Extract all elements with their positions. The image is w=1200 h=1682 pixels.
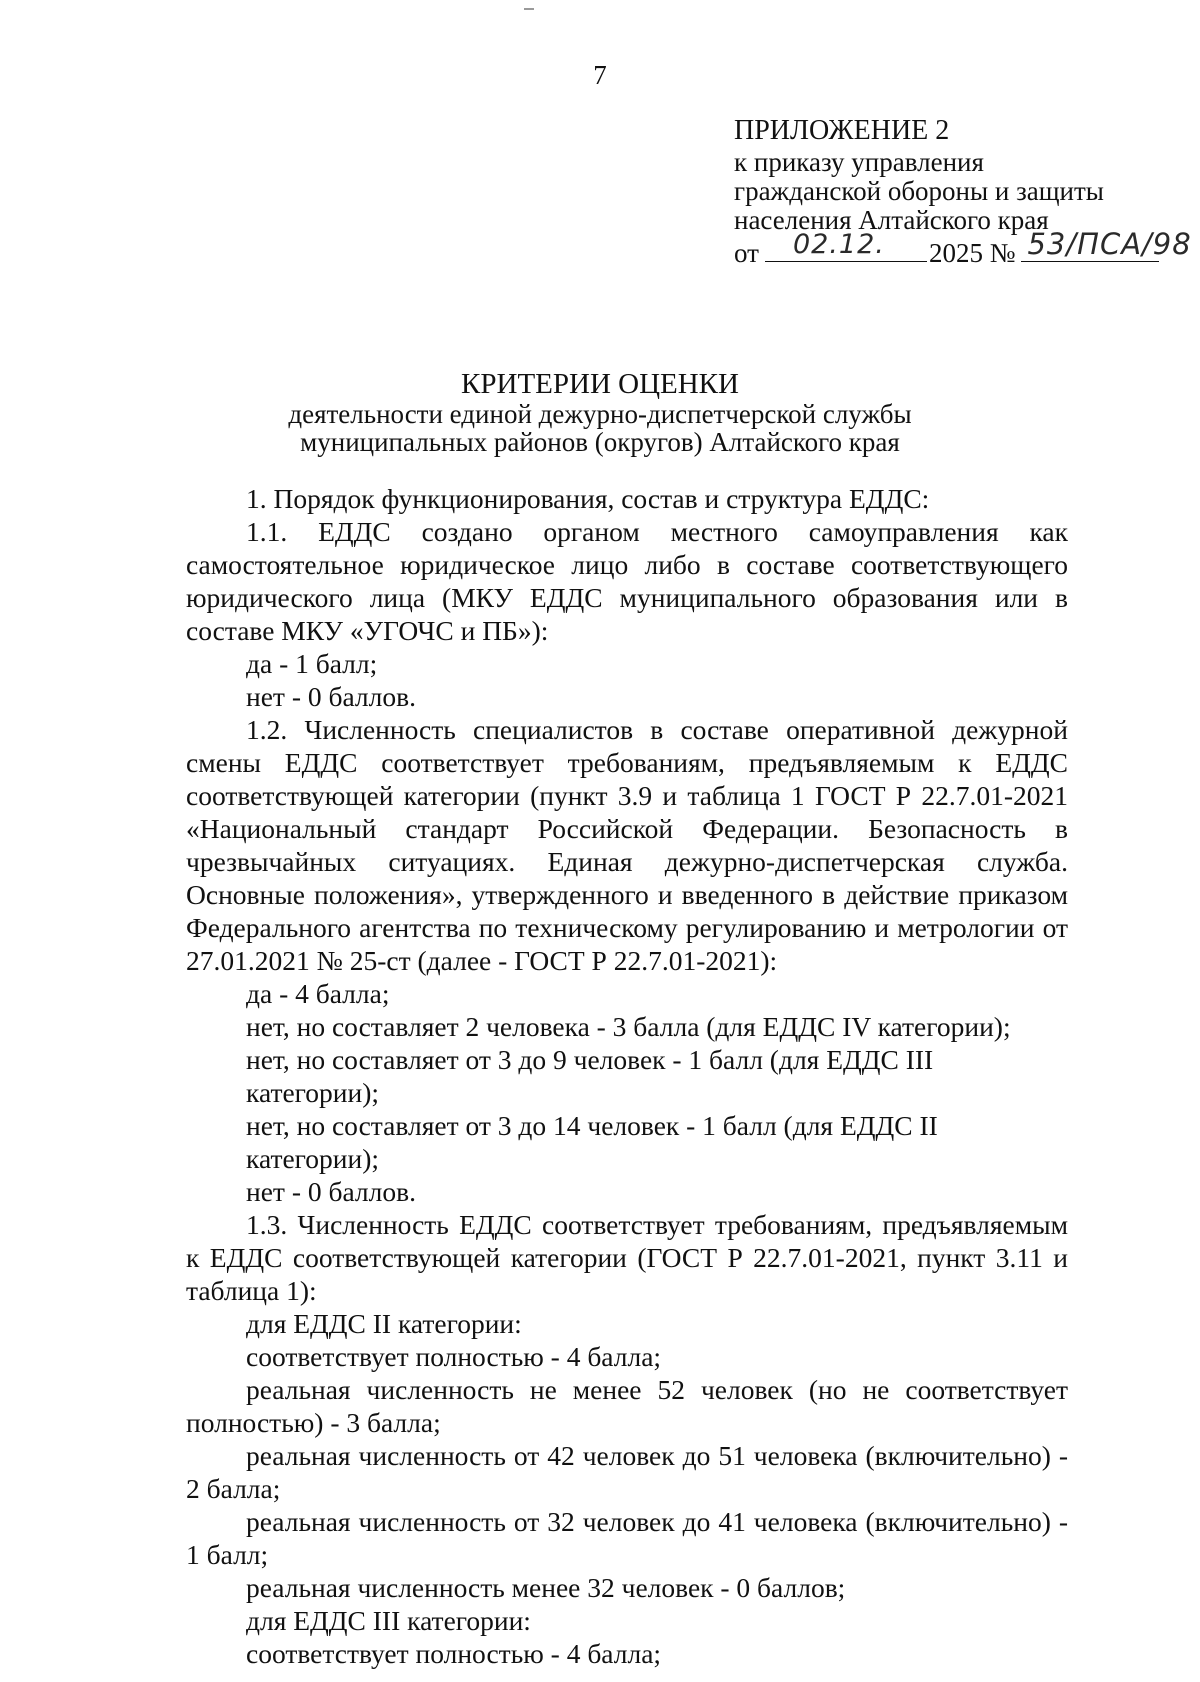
from-label: от <box>734 238 759 268</box>
appendix-date-line <box>734 227 1192 268</box>
document-body <box>186 482 1068 1670</box>
document-subtitle <box>0 400 1200 456</box>
paragraph: нет, но составляет 2 человека - 3 балла (для ЕДДС IV категории); <box>246 1011 1011 1042</box>
appendix-title: ПРИЛОЖЕНИЕ 2 <box>734 115 950 146</box>
paragraph: 1. Порядок функционирования, состав и структура ЕДДС: <box>246 483 930 514</box>
paragraph: реальная численность менее 32 человек - 0 баллов; <box>246 1572 846 1603</box>
paragraph: нет, но составляет от 3 до 9 человек - 1 балл (для ЕДДС III категории); <box>246 1044 934 1108</box>
handwritten-date: 02.12. <box>792 229 885 260</box>
year-label: 2025 № <box>928 238 1016 268</box>
date-field <box>765 229 927 262</box>
paragraph: 1.2. Численность специалистов в составе оперативной дежурной смены ЕДДС соответствует требованиям, предъявляемым к ЕДДС соответствующей категории (пункт 3.9 и таблица 1 ГОСТ Р 22.7.01-2021 «Национальный стандарт Российской Федерации. Безопасность в чрезвычайных ситуациях. Единая дежурно-диспетчерская служба. Основные положения», утвержденного и введенного в действие приказом Федерального агентства по техническому регулированию и метрологии от 27.01.2021 № 25-ст (далее - ГОСТ Р 22.7.01-2021): <box>186 714 1068 976</box>
paragraph: для ЕДДС III категории: <box>246 1605 531 1636</box>
paragraph: реальная численность не менее 52 человек (но не соответствует полностью) - 3 балла; <box>186 1374 1068 1438</box>
paragraph: 1.3. Численность ЕДДС соответствует требованиям, предъявляемым к ЕДДС соответствующей категории (ГОСТ Р 22.7.01-2021, пункт 3.11 и таблица 1): <box>186 1209 1068 1306</box>
appendix-line-3: населения Алтайского края <box>734 205 1049 235</box>
appendix-block <box>734 115 1192 268</box>
handwritten-number: 53/ПСА/98 <box>1027 227 1192 261</box>
paragraph: да - 4 балла; <box>246 978 390 1009</box>
appendix-line-1: к приказу управления <box>734 147 984 177</box>
subtitle-line-2: муниципальных районов (округов) Алтайского края <box>300 427 900 457</box>
paragraph: да - 1 балл; <box>246 648 378 679</box>
paragraph: 1.1. ЕДДС создано органом местного самоуправления как самостоятельное юридическое лицо либо в составе соответствующего юридического лица (МКУ ЕДДС муниципального образования или в составе МКУ «УГОЧС и ПБ»): <box>186 516 1068 646</box>
paragraph: нет - 0 баллов. <box>246 681 416 712</box>
paragraph: реальная численность от 42 человек до 51 человека (включительно) - 2 балла; <box>186 1440 1068 1504</box>
paragraph: для ЕДДС II категории: <box>246 1308 522 1339</box>
document-title: КРИТЕРИИ ОЦЕНКИ <box>461 368 739 400</box>
scan-mark <box>524 8 534 10</box>
paragraph: реальная численность от 32 человек до 41 человека (включительно) - 1 балл; <box>186 1506 1068 1570</box>
appendix-line-2: гражданской обороны и защиты <box>734 176 1104 206</box>
page-number: 7 <box>593 60 607 90</box>
paragraph: нет, но составляет от 3 до 14 человек - 1 балл (для ЕДДС II категории); <box>246 1110 938 1174</box>
paragraph: соответствует полностью - 4 балла; <box>246 1638 662 1669</box>
number-field <box>1021 227 1192 262</box>
subtitle-line-1: деятельности единой дежурно-диспетчерской службы <box>288 399 912 429</box>
paragraph: соответствует полностью - 4 балла; <box>246 1341 662 1372</box>
paragraph: нет - 0 баллов. <box>246 1176 416 1207</box>
